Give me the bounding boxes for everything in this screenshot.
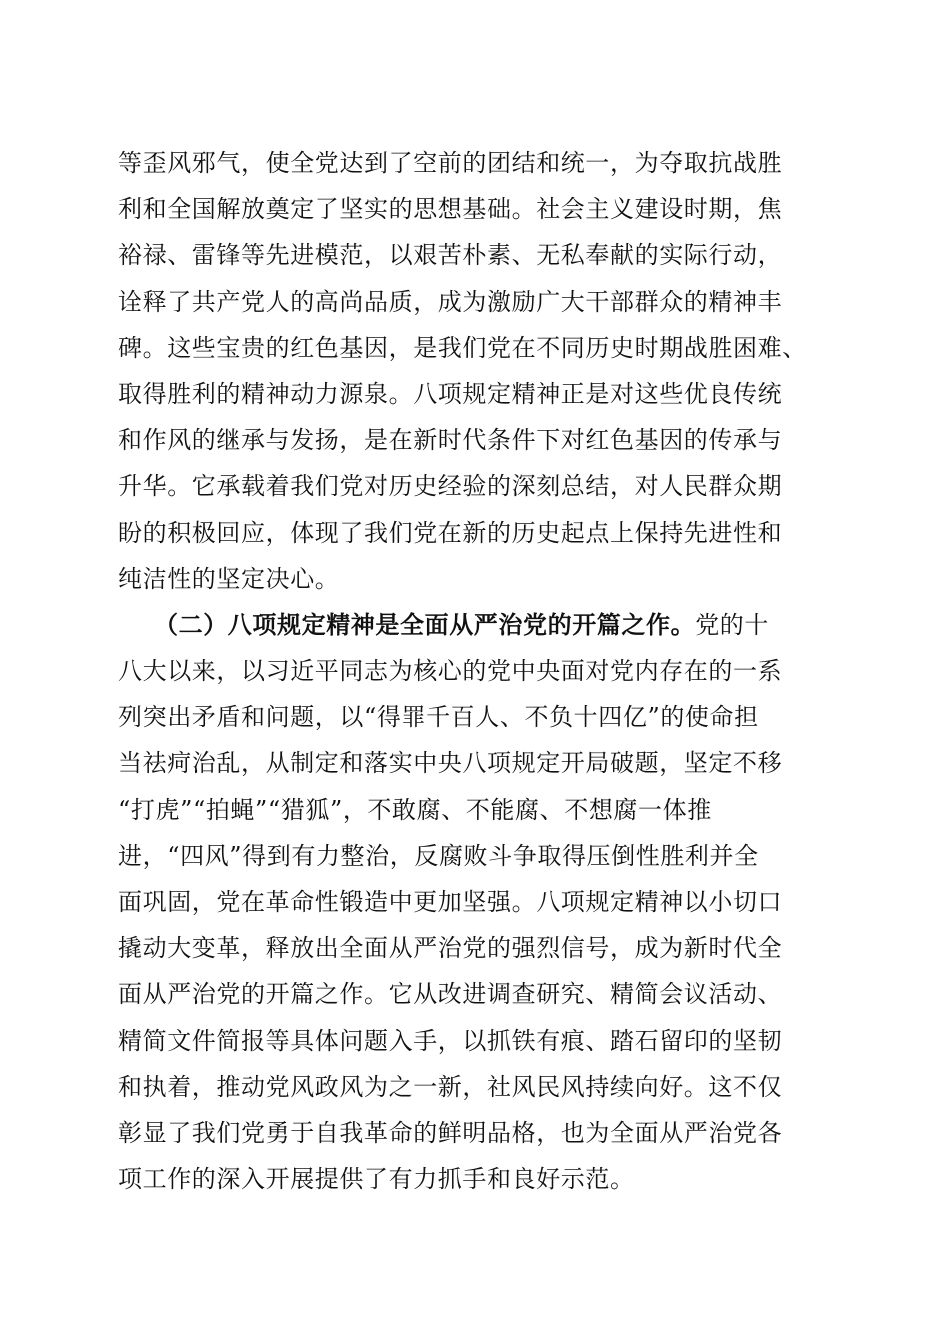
paragraph-2-line-13: 项工作的深入开展提供了有力抓手和良好示范。 (118, 1165, 635, 1194)
paragraph-2-line-10: 精简文件简报等具体问题入手，以抓铁有痕、踏石留印的坚韧 (118, 1026, 783, 1055)
paragraph-2-line-8: 撬动大变革，释放出全面从严治党的强烈信号，成为新时代全 (118, 934, 783, 963)
paragraph-1-line-6: 取得胜利的精神动力源泉。八项规定精神正是对这些优良传统 (118, 379, 783, 408)
paragraph-1-line-3: 裕禄、雷锋等先进模范，以艰苦朴素、无私奉献的实际行动， (118, 241, 783, 270)
paragraph-1-line-1: 等歪风邪气，使全党达到了空前的团结和统一，为夺取抗战胜 (118, 149, 783, 177)
paragraph-2-line-4: 当祛疴治乱，从制定和落实中央八项规定开局破题，坚定不移 (118, 749, 783, 778)
paragraph-1 (118, 140, 838, 602)
paragraph-2-first-line-rest: 党的十 (695, 610, 770, 639)
paragraph-2-line-11: 和执着，推动党风政风为之一新，社风民风持续向好。这不仅 (118, 1072, 783, 1101)
paragraph-1-line-2: 利和全国解放奠定了坚实的思想基础。社会主义建设时期，焦 (118, 195, 783, 224)
paragraph-1-line-7: 和作风的继承与发扬，是在新时代条件下对红色基因的传承与 (118, 426, 783, 455)
paragraph-2-line-9: 面从严治党的开篇之作。它从改进调查研究、精简会议活动、 (118, 980, 783, 1009)
paragraph-2 (118, 602, 838, 1202)
paragraph-1-line-8: 升华。它承载着我们党对历史经验的深刻总结，对人民群众期 (118, 472, 783, 501)
paragraph-2-line-6: 进，“四风”得到有力整治，反腐败斗争取得压倒性胜利并全 (118, 841, 759, 870)
paragraph-2-line-5: “打虎”“拍蝇”“猎狐”，不敢腐、不能腐、不想腐一体推 (118, 795, 712, 824)
paragraph-1-line-5: 碑。这些宝贵的红色基因，是我们党在不同历史时期战胜困难、 (118, 333, 807, 362)
document-body (118, 140, 838, 1202)
paragraph-2-line-7: 面巩固，党在革命性锻造中更加坚强。八项规定精神以小切口 (118, 888, 783, 916)
paragraph-2-line-3: 列突出矛盾和问题，以“得罪千百人、不负十四亿”的使命担 (118, 703, 759, 732)
paragraph-2-line-2: 八大以来，以习近平同志为核心的党中央面对党内存在的一系 (118, 657, 783, 686)
paragraph-1-line-9: 盼的积极回应，体现了我们党在新的历史起点上保持先进性和 (118, 518, 783, 547)
paragraph-2-first-line (118, 602, 838, 648)
paragraph-1-line-4: 诠释了共产党人的高尚品质，成为激励广大干部群众的精神丰 (118, 287, 783, 316)
section-heading: （二）八项规定精神是全面从严治党的开篇之作。 (154, 609, 696, 639)
paragraph-2-line-12: 彰显了我们党勇于自我革命的鲜明品格，也为全面从严治党各 (118, 1118, 783, 1147)
paragraph-1-line-10: 纯洁性的坚定决心。 (118, 564, 340, 593)
